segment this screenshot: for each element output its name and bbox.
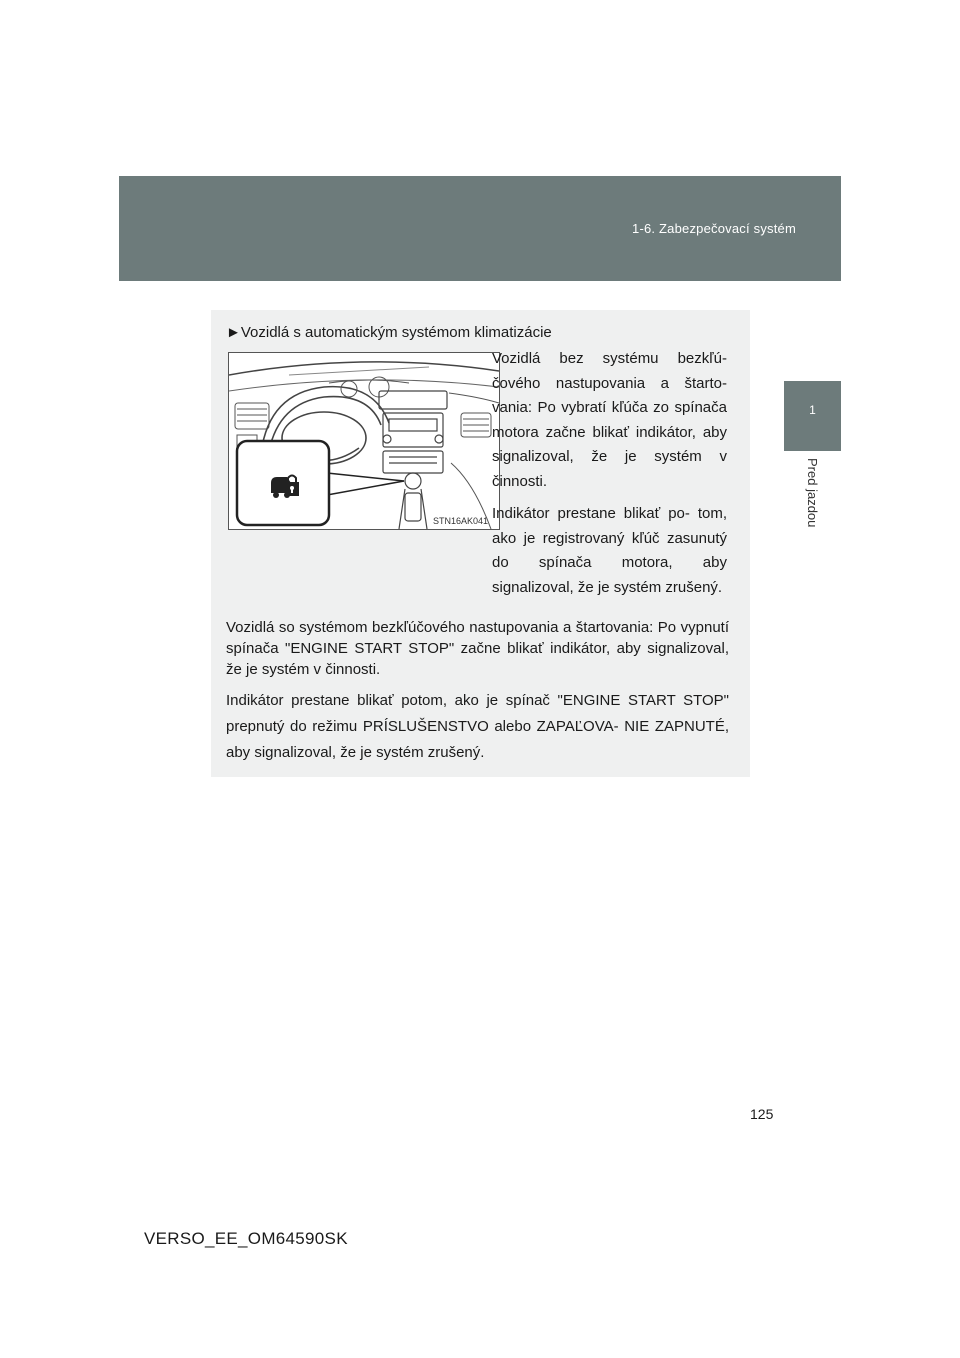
dashboard-drawing: [229, 353, 499, 529]
chapter-tab: [784, 381, 841, 451]
side-text: [492, 347, 727, 608]
side-paragraph: Vozidlá bez systému bezkľú- čového nastupovania a štarto- vania: Po vybratí kľúča zo spínača motora začne blikať indikátor, aby signalizoval, že je systém v činnosti.: [492, 350, 727, 490]
page-number: 125: [750, 1106, 774, 1122]
chapter-label: Pred jazdou: [805, 458, 820, 528]
sub-heading: ►Vozidlá s automatickým systémom klimatizácie: [226, 324, 552, 341]
header-band: [119, 176, 841, 281]
chapter-number: 1: [809, 403, 816, 417]
body-text: [226, 617, 729, 774]
document-code: VERSO_EE_OM64590SK: [144, 1229, 348, 1248]
content-box: [211, 310, 750, 777]
side-paragraph: Indikátor prestane blikať po- tom, ako je registrovaný kľúč zasunutý do spínača motora, aby signalizoval, že je systém zrušený.: [492, 505, 727, 596]
illustration-code: STN16AK041: [433, 516, 489, 526]
dashboard-illustration: [228, 352, 500, 530]
body-paragraph: Indikátor prestane blikať potom, ako je spínač "ENGINE START STOP" prepnutý do režimu PRÍSLUŠENSTVO alebo ZAPAĽOVA- NIE ZAPNUTÉ, aby signalizoval, že je systém zrušený.: [226, 692, 729, 761]
section-title: 1-6. Zabezpečovací systém: [632, 221, 796, 236]
body-paragraph: Vozidlá so systémom bezkľúčového nastupovania a štartovania: Po vypnutí spínača "ENGINE START STOP" začne blikať indikátor, aby signalizoval, že je systém v činnosti.: [226, 619, 729, 678]
